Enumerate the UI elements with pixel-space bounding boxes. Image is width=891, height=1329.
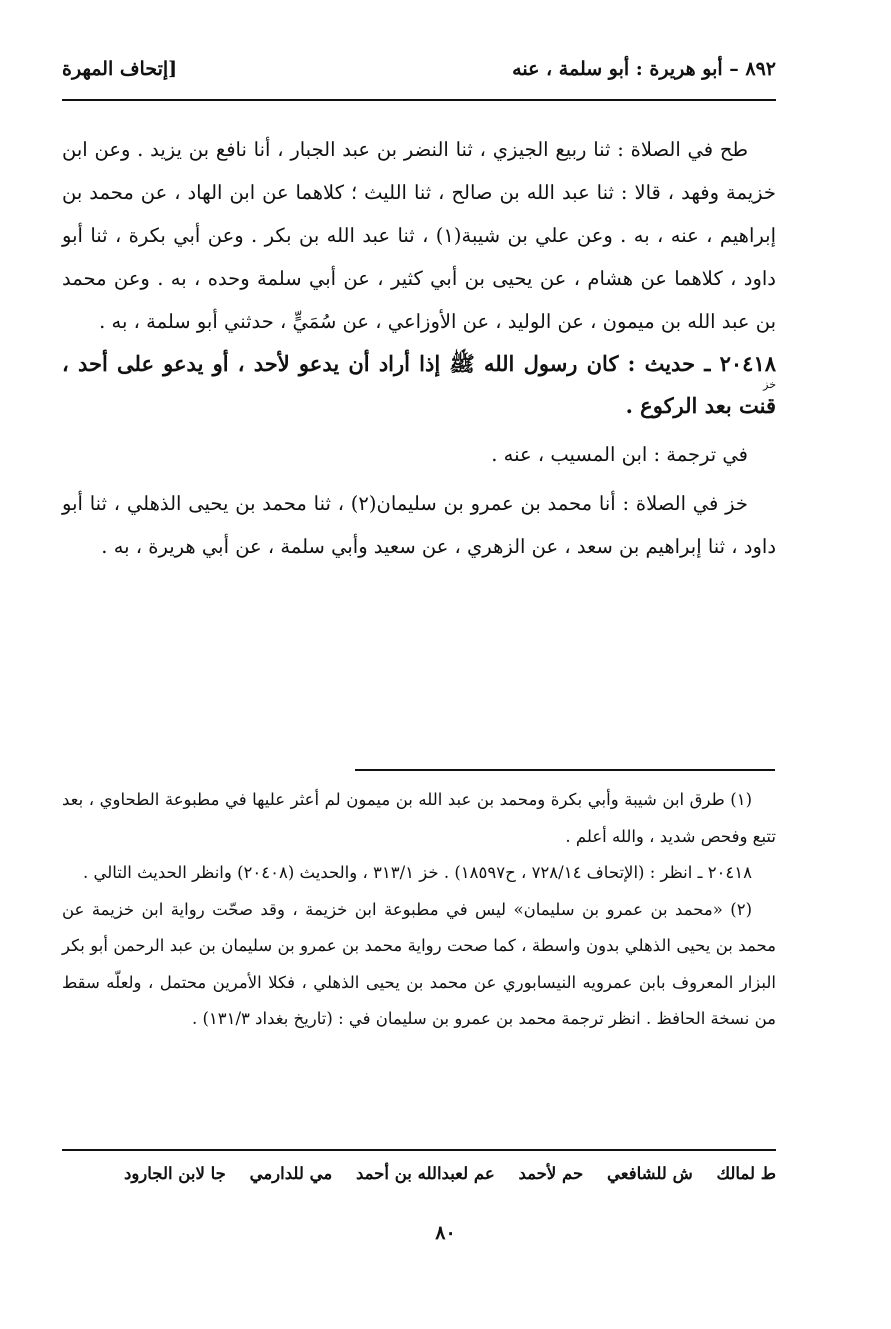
paragraph-isnad-2: خز في الصلاة : أنا محمد بن عمرو بن سليمان(٢) ، ثنا محمد بن يحيى الذهلي ، ثنا أبو داود ، ثنا إبراهيم بن سعد ، عن الزهري ، عن سعيد وأبي سلمة ، عن أبي هريرة ، به .: [62, 492, 776, 558]
footnote-1: (١) طرق ابن شيبة وأبي بكرة ومحمد بن عبد الله بن ميمون لم أعثر عليها في مطبوعة الطحاوي ، بعد تتبع وفحص شديد ، والله أعلم .: [62, 790, 776, 846]
legend-item: ط لمالك: [716, 1164, 776, 1183]
footnote-reference: ٢٠٤١٨ ـ انظر : (الإتحاف ٧٢٨/١٤ ، ح١٨٥٩٧) . خز ٣١٣/١ ، والحديث (٢٠٤٠٨) وانظر الحديث التالي .: [82, 863, 752, 882]
header-chapter-title: ٨٩٢ – أبو هريرة : أبو سلمة ، عنه: [512, 58, 776, 80]
hadith-source-code: خز: [763, 378, 776, 391]
page-number: ٨٠: [435, 1222, 456, 1244]
legend-item: ش للشافعي: [606, 1164, 693, 1183]
header-book-title: [إتحاف المهرة: [62, 58, 178, 80]
legend-item: مي للدارمي: [249, 1164, 333, 1183]
hadith-number: ٢٠٤١٨: [719, 351, 777, 376]
main-text: [62, 128, 776, 568]
footnote-2: (٢) «محمد بن عمرو بن سليمان» ليس في مطبوعة ابن خزيمة ، وقد صحّت رواية ابن خزيمة عن محمد بن يحيى الذهلي بدون واسطة ، كما صحت رواية محمد بن عمرو بن سليمان بن عبد الرحمن أبو بكر البزار المعروف بابن عمرويه النيسابوري عن محمد بن يحيى الذهلي ، فكلا الأمرين محتمل ، ولعلّه سقط من نسخة الحافظ . انظر ترجمة محمد بن عمرو بن سليمان في : (تاريخ بغداد ١٣١/٣) .: [62, 899, 776, 1028]
legend-item: حم لأحمد: [518, 1164, 584, 1183]
legend-item: جا لابن الجارود: [123, 1164, 226, 1183]
footnotes: [62, 782, 776, 1038]
running-header: [62, 58, 776, 96]
footnote-divider: [355, 769, 775, 771]
legend-divider: [62, 1149, 776, 1151]
legend-item: عم لعبدالله بن أحمد: [355, 1164, 495, 1183]
hadith-text: ـ حديث : كان رسول الله ﷺ إذا أراد أن يدعو لأحد ، أو يدعو على أحد ، قنت بعد الركوع .: [62, 351, 776, 418]
header-divider: [62, 99, 776, 101]
paragraph-isnad-1: طح في الصلاة : ثنا ربيع الجيزي ، ثنا النضر بن عبد الجبار ، أنا نافع بن يزيد . وعن ابن خزيمة وفهد ، قالا : ثنا عبد الله بن صالح ، ثنا الليث ؛ كلاهما عن ابن الهاد ، عن محمد بن إبراهيم ، عنه ، به . وعن علي بن شيبة(١) ، ثنا عبد الله بن بكر . وعن أبي بكرة ، ثنا أبو داود ، كلاهما عن هشام ، عن يحيى بن أبي كثير ، عن أبي سلمة وحده ، به . وعن محمد بن عبد الله بن ميمون ، عن الوليد ، عن الأوزاعي ، عن سُمَيٍّ ، حدثني أبو سلمة ، به .: [62, 138, 776, 333]
abbreviation-legend: [62, 1164, 776, 1183]
hadith-entry: [62, 343, 776, 427]
paragraph-tarjama: في ترجمة : ابن المسيب ، عنه .: [491, 443, 748, 466]
